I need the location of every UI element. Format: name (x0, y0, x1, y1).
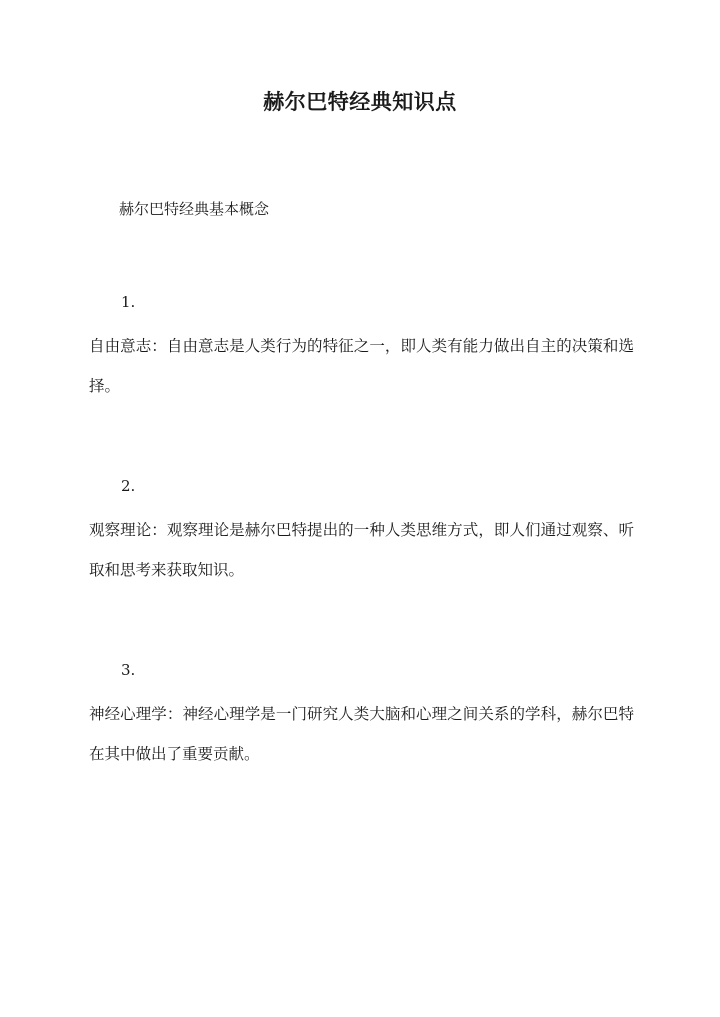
item-number: 1. (121, 293, 136, 311)
document-title: 赫尔巴特经典知识点 (263, 89, 457, 114)
section-subtitle: 赫尔巴特经典基本概念 (119, 200, 270, 218)
item-number: 2. (121, 477, 136, 495)
item-paragraph: 自由意志：自由意志是人类行为的特征之一，即人类有能力做出自主的决策和选择。 (89, 337, 634, 395)
item-number: 3. (121, 661, 136, 679)
item-paragraph: 观察理论：观察理论是赫尔巴特提出的一种人类思维方式，即人们通过观察、听取和思考来获取知识。 (89, 521, 634, 579)
item-paragraph: 神经心理学：神经心理学是一门研究人类大脑和心理之间关系的学科，赫尔巴特在其中做出了重要贡献。 (89, 705, 634, 763)
